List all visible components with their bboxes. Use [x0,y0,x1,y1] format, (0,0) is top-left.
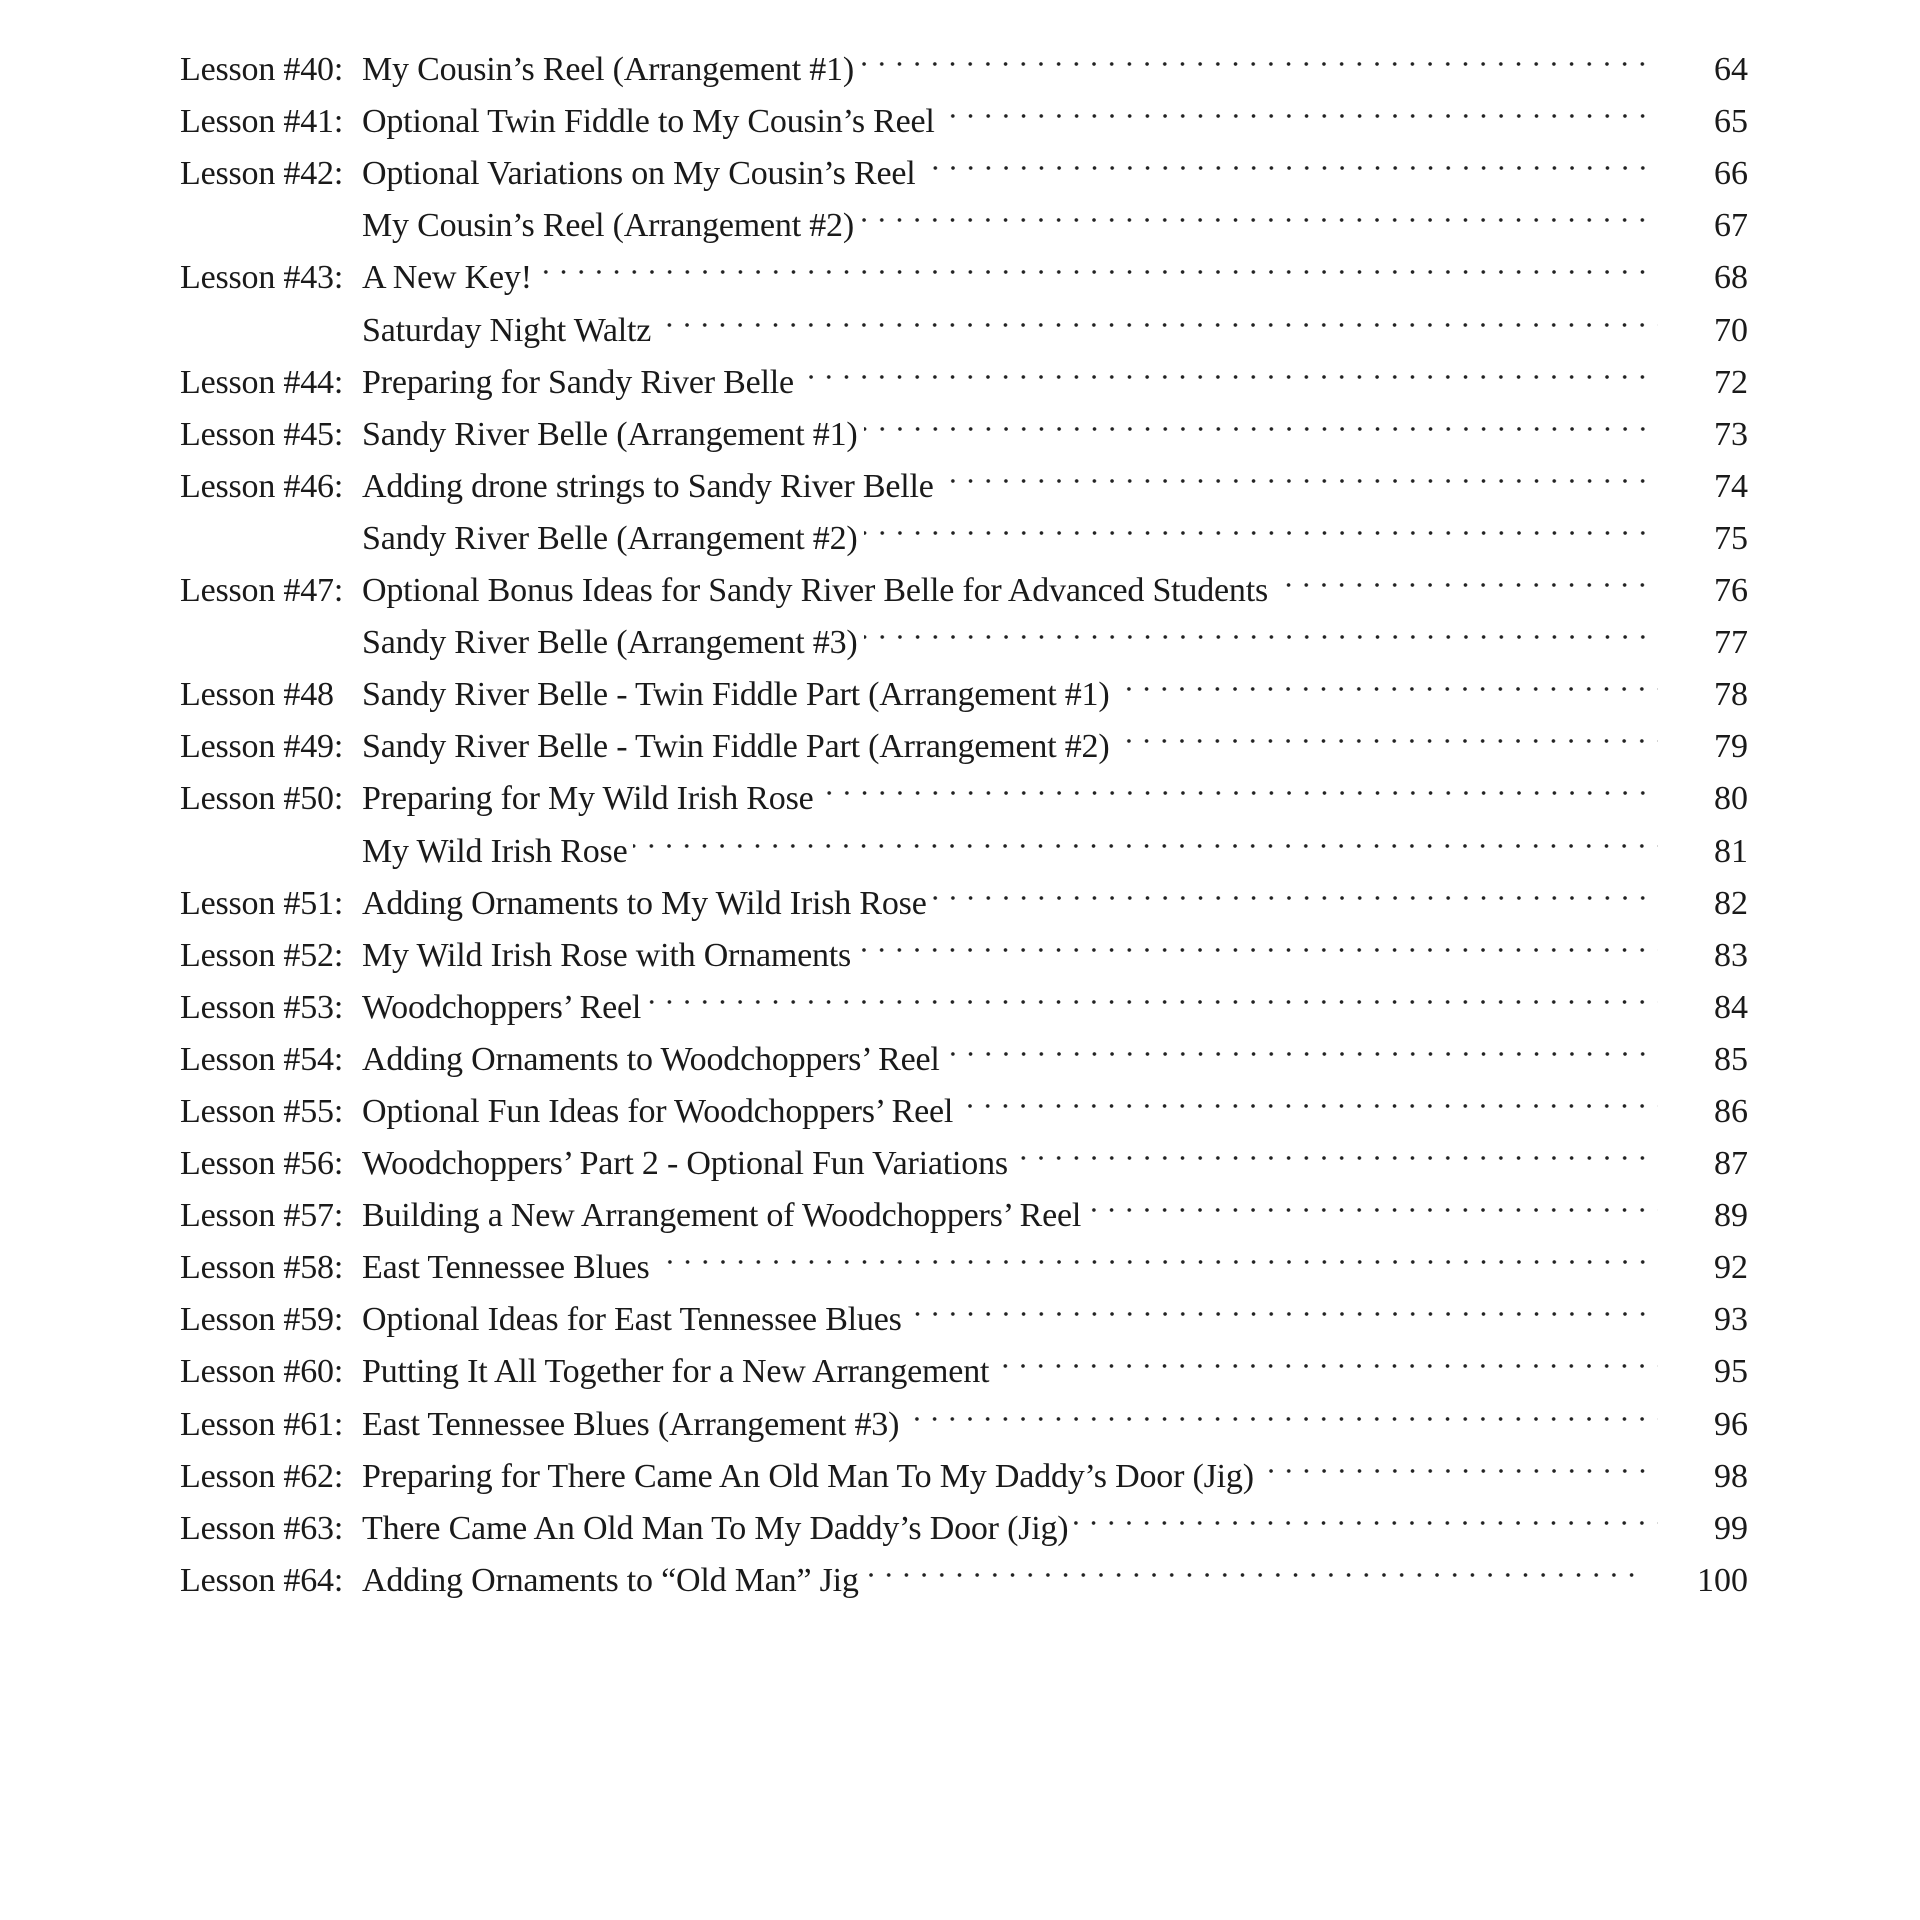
dot-leader [864,393,1659,445]
lesson-number: Lesson #48 [180,676,334,714]
dot-leader [1115,653,1658,705]
lesson-number: Lesson #54: [180,1040,344,1078]
dot-leader [941,80,1658,132]
entry-title: Optional Fun Ideas for Woodchoppers’ Reel [362,1086,959,1138]
dot-leader [946,1018,1658,1070]
lesson-number: Lesson #44: [180,363,344,401]
entry-title: There Came An Old Man To My Daddy’s Door (Jig) [362,1503,1074,1555]
page-number: 68 [1714,259,1748,297]
page-number: 65 [1714,103,1748,141]
dot-leader [1087,1174,1658,1226]
dot-leader [857,914,1658,966]
entry-title: Sandy River Belle - Twin Fiddle Part (Arrangement #1) [362,669,1115,721]
entry-title: Optional Variations on My Cousin’s Reel [362,148,922,200]
entry-title: Sandy River Belle (Arrangement #1) [362,409,864,461]
entry-title: Adding Ornaments to My Wild Irish Rose [362,878,933,930]
entry-title: Adding Ornaments to Woodchoppers’ Reel [362,1034,946,1086]
entry-title: Adding drone strings to Sandy River Belle [362,461,940,513]
page-number: 66 [1714,155,1748,193]
entry-title: Woodchoppers’ Reel [362,982,647,1034]
entry-title: East Tennessee Blues [362,1242,656,1294]
entry-title: Preparing for Sandy River Belle [362,357,800,409]
page-number: 67 [1714,207,1748,245]
page-number: 84 [1714,988,1748,1026]
lesson-number: Lesson #56: [180,1145,344,1183]
dot-leader [940,445,1658,497]
lesson-number: Lesson #59: [180,1301,344,1339]
entry-title: A New Key! [362,252,538,304]
entry-title: My Wild Irish Rose [362,826,633,878]
dot-leader [860,28,1658,80]
lesson-number: Lesson #52: [180,936,344,974]
page-number: 100 [1697,1561,1748,1599]
entry-title: My Wild Irish Rose with Ornaments [362,930,857,982]
page-number: 81 [1714,832,1748,870]
lesson-number: Lesson #55: [180,1092,344,1130]
page-number: 83 [1714,936,1748,974]
dot-leader [1260,1435,1658,1487]
lesson-number: Lesson #41: [180,103,344,141]
lesson-number: Lesson #64: [180,1561,344,1599]
entry-title: My Cousin’s Reel (Arrangement #1) [362,44,860,96]
lesson-number: Lesson #43: [180,259,344,297]
entry-title: East Tennessee Blues (Arrangement #3) [362,1399,905,1451]
page-number: 74 [1714,467,1748,505]
lesson-number: Lesson #51: [180,884,344,922]
lesson-number: Lesson #40: [180,51,344,89]
page-number: 82 [1714,884,1748,922]
page-number: 70 [1714,311,1748,349]
dot-leader [905,1382,1658,1434]
lesson-number: Lesson #57: [180,1197,344,1235]
dot-leader [933,862,1658,914]
entry-title: My Cousin’s Reel (Arrangement #2) [362,200,860,252]
dot-leader [864,497,1659,549]
page-number: 92 [1714,1249,1748,1287]
page-number: 99 [1714,1509,1748,1547]
dot-leader [800,341,1658,393]
entry-title: Preparing for My Wild Irish Rose [362,773,820,825]
page-number: 76 [1714,572,1748,610]
lesson-number: Lesson #49: [180,728,344,766]
dot-leader [860,184,1658,236]
page-number: 64 [1714,51,1748,89]
page-number: 89 [1714,1197,1748,1235]
entry-title: Sandy River Belle (Arrangement #2) [362,513,864,565]
lesson-number: Lesson #62: [180,1457,344,1495]
lesson-number: Lesson #42: [180,155,344,193]
entry-title: Putting It All Together for a New Arrangement [362,1346,995,1398]
dot-leader [1115,705,1658,757]
lesson-number: Lesson #63: [180,1509,344,1547]
page-number: 72 [1714,363,1748,401]
lesson-number: Lesson #60: [180,1353,344,1391]
entry-title: Sandy River Belle (Arrangement #3) [362,617,864,669]
lesson-number: Lesson #50: [180,780,344,818]
page-number: 87 [1714,1145,1748,1183]
entry-title: Preparing for There Came An Old Man To My Daddy’s Door (Jig) [362,1451,1260,1503]
entry-title: Optional Twin Fiddle to My Cousin’s Reel [362,96,941,148]
page-number: 78 [1714,676,1748,714]
page-number: 93 [1714,1301,1748,1339]
dot-leader [995,1330,1658,1382]
entry-title: Sandy River Belle - Twin Fiddle Part (Arrangement #2) [362,721,1115,773]
dot-leader [908,1278,1658,1330]
page-number: 73 [1714,415,1748,453]
entry-title: Saturday Night Waltz [362,305,657,357]
entry-title: Woodchoppers’ Part 2 - Optional Fun Variations [362,1138,1014,1190]
entry-title: Adding Ornaments to “Old Man” Jig [362,1555,865,1607]
page-number: 80 [1714,780,1748,818]
dot-leader [959,1070,1658,1122]
page-number: 85 [1714,1040,1748,1078]
dot-leader [657,288,1658,340]
page-number: 98 [1714,1457,1748,1495]
entry-title: Optional Bonus Ideas for Sandy River Belle for Advanced Students [362,565,1274,617]
page-number: 95 [1714,1353,1748,1391]
dot-leader [922,132,1659,184]
lesson-number: Lesson #61: [180,1405,344,1443]
dot-leader [1274,549,1658,601]
table-of-contents [180,28,1748,1599]
entry-title: Building a New Arrangement of Woodchoppers’ Reel [362,1190,1087,1242]
entry-title: Optional Ideas for East Tennessee Blues [362,1294,908,1346]
toc-entry[interactable] [180,28,1748,89]
lesson-number: Lesson #45: [180,415,344,453]
page-number: 75 [1714,519,1748,557]
dot-leader [1014,1122,1658,1174]
lesson-number: Lesson #53: [180,988,344,1026]
lesson-number: Lesson #58: [180,1249,344,1287]
page-number: 79 [1714,728,1748,766]
page-number: 77 [1714,624,1748,662]
page-number: 96 [1714,1405,1748,1443]
lesson-number: Lesson #46: [180,467,344,505]
lesson-number: Lesson #47: [180,572,344,610]
page-number: 86 [1714,1092,1748,1130]
